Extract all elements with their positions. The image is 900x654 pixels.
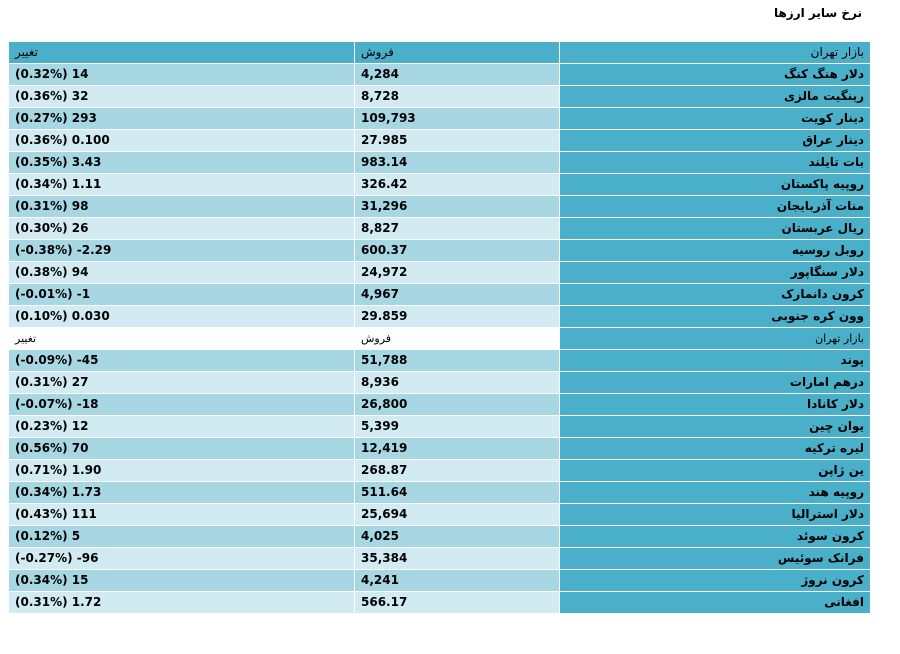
- change-cell: (0.34%) 1.11: [9, 174, 355, 196]
- change-cell: (-0.38%) -2.29: [9, 240, 355, 262]
- table-row: [9, 284, 871, 306]
- subheader-change: تغییر: [9, 328, 355, 350]
- table-row: [9, 460, 871, 482]
- currency-name-cell: روپیه پاکستان: [560, 174, 871, 196]
- currency-name-cell: ین ژاپن: [560, 460, 871, 482]
- currency-name-cell: لیره ترکیه: [560, 438, 871, 460]
- currency-name-cell: کرون دانمارک: [560, 284, 871, 306]
- change-cell: (-0.27%) -96: [9, 548, 355, 570]
- sell-cell: 24,972: [355, 262, 560, 284]
- change-cell: (-0.07%) -18: [9, 394, 355, 416]
- currency-name-cell: دینار عراق: [560, 130, 871, 152]
- change-cell: (0.38%) 94: [9, 262, 355, 284]
- change-cell: (0.71%) 1.90: [9, 460, 355, 482]
- change-cell: (0.43%) 111: [9, 504, 355, 526]
- header-change: تغییر: [9, 42, 355, 64]
- change-cell: (0.34%) 1.73: [9, 482, 355, 504]
- table-row: [9, 592, 871, 614]
- table-row: [9, 394, 871, 416]
- change-cell: (0.23%) 12: [9, 416, 355, 438]
- table-row: [9, 64, 871, 86]
- table-row: [9, 570, 871, 592]
- currency-name-cell: ریال عربستان: [560, 218, 871, 240]
- sell-cell: 4,025: [355, 526, 560, 548]
- subheader-sell: فروش: [355, 328, 560, 350]
- sell-cell: 29.859: [355, 306, 560, 328]
- currency-name-cell: پوند: [560, 350, 871, 372]
- change-cell: (0.32%) 14: [9, 64, 355, 86]
- header-market: بازار تهران: [560, 42, 871, 64]
- sell-cell: 4,241: [355, 570, 560, 592]
- sell-cell: 25,694: [355, 504, 560, 526]
- sell-cell: 511.64: [355, 482, 560, 504]
- sell-cell: 31,296: [355, 196, 560, 218]
- change-cell: (0.31%) 27: [9, 372, 355, 394]
- sell-cell: 8,827: [355, 218, 560, 240]
- sell-cell: 4,284: [355, 64, 560, 86]
- change-cell: (0.27%) 293: [9, 108, 355, 130]
- table-subheader-row: [9, 328, 871, 350]
- currency-name-cell: روپیه هند: [560, 482, 871, 504]
- sell-cell: 983.14: [355, 152, 560, 174]
- sell-cell: 8,728: [355, 86, 560, 108]
- table-row: [9, 174, 871, 196]
- table-row: [9, 108, 871, 130]
- currency-name-cell: دلار استرالیا: [560, 504, 871, 526]
- currency-name-cell: دلار کانادا: [560, 394, 871, 416]
- sell-cell: 5,399: [355, 416, 560, 438]
- currency-name-cell: افغانی: [560, 592, 871, 614]
- sell-cell: 27.985: [355, 130, 560, 152]
- currency-name-cell: دلار هنگ کنگ: [560, 64, 871, 86]
- currency-name-cell: یوان چین: [560, 416, 871, 438]
- table-row: [9, 262, 871, 284]
- table-row: [9, 372, 871, 394]
- rates-table-body: [9, 42, 871, 614]
- sell-cell: 26,800: [355, 394, 560, 416]
- sell-cell: 326.42: [355, 174, 560, 196]
- table-row: [9, 86, 871, 108]
- change-cell: (0.31%) 1.72: [9, 592, 355, 614]
- change-cell: (0.30%) 26: [9, 218, 355, 240]
- change-cell: (0.31%) 98: [9, 196, 355, 218]
- sell-cell: 566.17: [355, 592, 560, 614]
- table-row: [9, 416, 871, 438]
- currency-name-cell: کرون سوئد: [560, 526, 871, 548]
- currency-name-cell: روبل روسیه: [560, 240, 871, 262]
- sell-cell: 600.37: [355, 240, 560, 262]
- change-cell: (0.36%) 0.100: [9, 130, 355, 152]
- change-cell: (0.34%) 15: [9, 570, 355, 592]
- change-cell: (0.12%) 5: [9, 526, 355, 548]
- table-row: [9, 306, 871, 328]
- currency-name-cell: وون کره جنوبی: [560, 306, 871, 328]
- table-row: [9, 350, 871, 372]
- currency-name-cell: دلار سنگاپور: [560, 262, 871, 284]
- table-row: [9, 526, 871, 548]
- sell-cell: 8,936: [355, 372, 560, 394]
- table-row: [9, 482, 871, 504]
- sell-cell: 4,967: [355, 284, 560, 306]
- subheader-market: بازار تهران: [560, 328, 871, 350]
- change-cell: (0.10%) 0.030: [9, 306, 355, 328]
- header-sell: فروش: [355, 42, 560, 64]
- page-title: نرخ سایر ارزها: [773, 6, 862, 20]
- table-row: [9, 218, 871, 240]
- currency-name-cell: کرون نروژ: [560, 570, 871, 592]
- change-cell: (0.36%) 32: [9, 86, 355, 108]
- sell-cell: 51,788: [355, 350, 560, 372]
- sell-cell: 35,384: [355, 548, 560, 570]
- table-row: [9, 438, 871, 460]
- sell-cell: 12,419: [355, 438, 560, 460]
- change-cell: (-0.09%) -45: [9, 350, 355, 372]
- currency-name-cell: بات تایلند: [560, 152, 871, 174]
- table-row: [9, 196, 871, 218]
- sell-cell: 109,793: [355, 108, 560, 130]
- currency-name-cell: رینگیت مالزی: [560, 86, 871, 108]
- change-cell: (0.35%) 3.43: [9, 152, 355, 174]
- currency-name-cell: فرانک سوئیس: [560, 548, 871, 570]
- table-row: [9, 240, 871, 262]
- table-row: [9, 130, 871, 152]
- table-row: [9, 152, 871, 174]
- table-header-row: [9, 42, 871, 64]
- currency-rates-table: [8, 41, 871, 614]
- sell-cell: 268.87: [355, 460, 560, 482]
- currency-name-cell: دینار کویت: [560, 108, 871, 130]
- change-cell: (0.56%) 70: [9, 438, 355, 460]
- currency-name-cell: درهم امارات: [560, 372, 871, 394]
- table-row: [9, 504, 871, 526]
- table-row: [9, 548, 871, 570]
- change-cell: (-0.01%) -1: [9, 284, 355, 306]
- currency-name-cell: منات آذربایجان: [560, 196, 871, 218]
